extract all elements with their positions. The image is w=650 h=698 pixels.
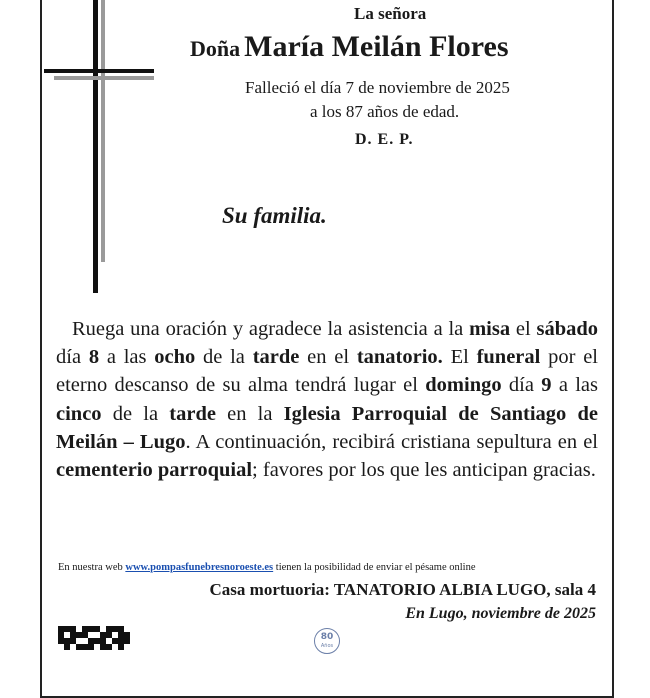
body-run: día: [501, 374, 542, 397]
seal-text: Años: [320, 643, 334, 649]
web-notice: [58, 562, 476, 573]
ceremony-paragraph: [56, 315, 598, 484]
body-run: El: [442, 346, 477, 369]
website-link[interactable]: www.pompasfunebresnoroeste.es: [125, 562, 274, 573]
place-date: En Lugo, noviembre de 2025: [405, 605, 596, 622]
body-run: el: [510, 318, 537, 340]
rip-text: D. E. P.: [355, 131, 414, 148]
body-run: ; favores por los que les anticipan gracias.: [252, 459, 596, 482]
emphasis-text: funeral: [476, 346, 541, 369]
family-signature: Su familia.: [222, 203, 327, 228]
emphasis-text: Iglesia Parroquial de Santiago de Meilán – Lugo: [56, 402, 598, 453]
honorific: Doña: [190, 36, 241, 61]
seal-number: 80: [320, 632, 334, 642]
emphasis-text: tanatorio.: [356, 346, 443, 369]
anniversary-seal-icon: [314, 628, 340, 654]
age-line: a los 87 años de edad.: [310, 102, 460, 121]
emphasis-text: sábado: [536, 318, 599, 340]
body-run: en el: [299, 346, 357, 369]
emphasis-text: 8: [88, 346, 100, 369]
body-run: . A continuación, recibirá cristiana sepultura en el: [185, 430, 598, 453]
body-run: Ruega una oración y agradece la asistencia a la: [72, 318, 470, 340]
emphasis-text: tarde: [252, 346, 300, 369]
body-run: por el eterno descanso de su alma tendrá lugar el: [56, 346, 598, 397]
death-date-line: Falleció el día 7 de noviembre de 2025: [245, 78, 510, 97]
emphasis-text: domingo: [425, 374, 502, 397]
body-run: de la: [195, 346, 253, 369]
body-run: a las: [99, 346, 155, 369]
body-run: en la: [215, 402, 284, 425]
deceased-name: [190, 30, 509, 64]
emphasis-text: tarde: [169, 402, 216, 425]
emphasis-text: ocho: [154, 346, 196, 369]
body-run: día: [56, 346, 89, 369]
qr-code-icon[interactable]: [58, 626, 130, 650]
funeral-home: Casa mortuoria: TANATORIO ALBIA LUGO, sala 4: [209, 580, 596, 599]
emphasis-text: 9: [541, 374, 552, 397]
emphasis-text: cinco: [56, 402, 102, 425]
web-suffix: tienen la posibilidad de enviar el pésame online: [273, 562, 476, 573]
full-name: María Meilán Flores: [244, 30, 509, 63]
emphasis-text: misa: [469, 318, 511, 340]
intro-text: La señora: [354, 4, 427, 23]
emphasis-text: cementerio parroquial: [56, 459, 253, 482]
web-prefix: En nuestra web: [58, 562, 126, 573]
body-run: a las: [551, 374, 599, 397]
body-run: de la: [101, 402, 170, 425]
ceremony-text: [56, 315, 598, 484]
